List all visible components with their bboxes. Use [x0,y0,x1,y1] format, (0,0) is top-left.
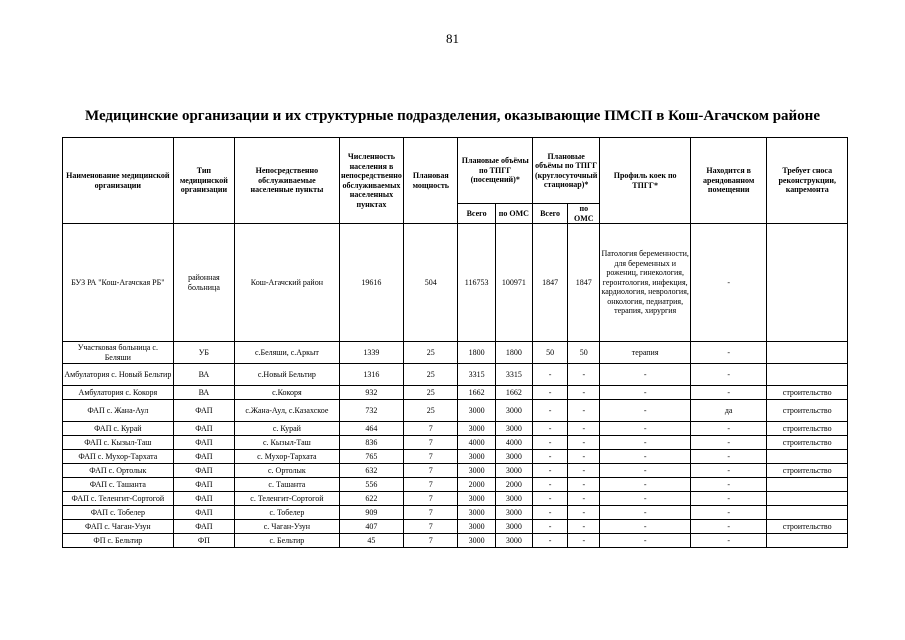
cell-name: ФАП с. Тобелер [63,506,174,520]
cell-visits-oms: 4000 [495,436,532,450]
header-repair: Требует сноса реконструкции, капремонта [767,138,848,224]
cell-type: районная больница [173,224,234,342]
cell-hosp-oms: - [568,450,600,464]
cell-hosp-oms: - [568,364,600,386]
cell-rented: - [690,450,766,464]
cell-type: ФП [173,534,234,548]
cell-visits-total: 1800 [458,342,495,364]
cell-profile: - [600,492,691,506]
cell-profile: - [600,464,691,478]
cell-profile: - [600,364,691,386]
cell-settlements: с. Мухор-Тархата [235,450,340,464]
cell-settlements: Кош-Агачский район [235,224,340,342]
cell-repair: строительство [767,386,848,400]
header-visits-total: Всего [458,204,495,224]
cell-profile: - [600,534,691,548]
cell-hosp-oms: - [568,534,600,548]
header-profile: Профиль коек по ТПГГ* [600,138,691,224]
cell-profile: - [600,506,691,520]
table-row [63,520,848,534]
table-row [63,450,848,464]
table-body [63,224,848,548]
cell-population: 407 [339,520,403,534]
cell-settlements: с. Ташанта [235,478,340,492]
cell-capacity: 7 [404,422,458,436]
cell-population: 909 [339,506,403,520]
header-population: Численность населения в непосредственно обслуживаемых населенных пунктах [339,138,403,224]
cell-visits-oms: 3000 [495,534,532,548]
cell-name: ФАП с. Мухор-Тархата [63,450,174,464]
cell-profile: - [600,450,691,464]
table-header [63,138,848,224]
cell-capacity: 7 [404,450,458,464]
cell-visits-total: 3000 [458,534,495,548]
cell-hosp-oms: - [568,506,600,520]
cell-population: 932 [339,386,403,400]
cell-name: ФП с. Бельтир [63,534,174,548]
cell-hosp-total: - [532,364,567,386]
cell-population: 1339 [339,342,403,364]
table-row [63,436,848,450]
cell-settlements: с. Бельтир [235,534,340,548]
cell-visits-total: 1662 [458,386,495,400]
header-hosp-total: Всего [532,204,567,224]
cell-settlements: с.Кокоря [235,386,340,400]
cell-capacity: 7 [404,436,458,450]
cell-visits-total: 3000 [458,492,495,506]
cell-visits-oms: 1662 [495,386,532,400]
cell-visits-oms: 3000 [495,464,532,478]
cell-capacity: 25 [404,386,458,400]
cell-hosp-total: - [532,450,567,464]
table-row [63,506,848,520]
cell-name: ФАП с. Кызыл-Таш [63,436,174,450]
cell-type: ФАП [173,450,234,464]
cell-hosp-oms: - [568,478,600,492]
cell-name: Амбулатория с. Кокоря [63,386,174,400]
cell-hosp-oms: 50 [568,342,600,364]
cell-rented: - [690,364,766,386]
cell-repair: строительство [767,520,848,534]
cell-name: ФАП с. Чаган-Узун [63,520,174,534]
cell-hosp-total: - [532,478,567,492]
header-hosp-oms: по ОМС [568,204,600,224]
header-rented: Находится в арендованном помещении [690,138,766,224]
cell-settlements: с.Жана-Аул, с.Казахское [235,400,340,422]
cell-capacity: 7 [404,478,458,492]
cell-hosp-oms: 1847 [568,224,600,342]
cell-visits-total: 3000 [458,506,495,520]
cell-type: ФАП [173,506,234,520]
cell-rented: - [690,492,766,506]
cell-rented: - [690,342,766,364]
cell-population: 622 [339,492,403,506]
cell-repair [767,364,848,386]
header-type: Тип медицинской организации [173,138,234,224]
cell-settlements: с.Беляши, с.Аркыт [235,342,340,364]
cell-type: ФАП [173,492,234,506]
cell-name: ФАП с. Теленгит-Сортогой [63,492,174,506]
cell-population: 45 [339,534,403,548]
cell-population: 765 [339,450,403,464]
cell-repair: строительство [767,400,848,422]
cell-type: ФАП [173,422,234,436]
table-row [63,224,848,342]
cell-settlements: с. Чаган-Узун [235,520,340,534]
cell-type: ФАП [173,436,234,450]
cell-population: 556 [339,478,403,492]
cell-population: 19616 [339,224,403,342]
cell-repair [767,450,848,464]
cell-rented: да [690,400,766,422]
cell-name: Участковая больница с. Беляши [63,342,174,364]
cell-repair: строительство [767,422,848,436]
cell-rented: - [690,464,766,478]
cell-visits-total: 3000 [458,450,495,464]
cell-hosp-total: - [532,492,567,506]
cell-capacity: 7 [404,464,458,478]
header-name: Наименование медицинской организации [63,138,174,224]
cell-visits-total: 2000 [458,478,495,492]
cell-hosp-total: - [532,386,567,400]
cell-visits-oms: 3000 [495,450,532,464]
cell-hosp-total: - [532,464,567,478]
cell-hosp-total: - [532,422,567,436]
header-hospital-group: Плановые объёмы по ТПГГ (круглосуточный стационар)* [532,138,599,204]
cell-capacity: 25 [404,364,458,386]
cell-visits-oms: 2000 [495,478,532,492]
table-row [63,386,848,400]
cell-profile: - [600,478,691,492]
cell-repair: строительство [767,464,848,478]
cell-hosp-oms: - [568,436,600,450]
cell-capacity: 504 [404,224,458,342]
cell-type: ФАП [173,400,234,422]
cell-settlements: с. Ортолык [235,464,340,478]
cell-name: ФАП с. Курай [63,422,174,436]
cell-hosp-total: - [532,506,567,520]
cell-profile: терапия [600,342,691,364]
header-visits-group: Плановые объёмы по ТПГГ (посещений)* [458,138,532,204]
cell-hosp-total: - [532,534,567,548]
cell-hosp-total: - [532,520,567,534]
cell-rented: - [690,436,766,450]
cell-visits-total: 3000 [458,520,495,534]
page-number: 81 [446,31,459,46]
header-visits-oms: по ОМС [495,204,532,224]
cell-profile: - [600,386,691,400]
cell-settlements: с.Новый Бельтир [235,364,340,386]
cell-visits-total: 3000 [458,464,495,478]
cell-capacity: 25 [404,400,458,422]
cell-profile: - [600,422,691,436]
table-row [63,492,848,506]
cell-visits-oms: 3000 [495,520,532,534]
table-row [63,364,848,386]
cell-population: 836 [339,436,403,450]
cell-name: ФАП с. Ташанта [63,478,174,492]
cell-hosp-total: - [532,436,567,450]
cell-rented: - [690,224,766,342]
table-row [63,342,848,364]
cell-population: 732 [339,400,403,422]
cell-capacity: 25 [404,342,458,364]
cell-settlements: с. Тобелер [235,506,340,520]
cell-capacity: 7 [404,506,458,520]
cell-repair [767,478,848,492]
cell-visits-total: 3000 [458,400,495,422]
cell-visits-oms: 3000 [495,400,532,422]
cell-hosp-total: - [532,400,567,422]
table-row [63,534,848,548]
cell-name: БУЗ РА "Кош-Агачская РБ" [63,224,174,342]
cell-repair [767,342,848,364]
cell-settlements: с. Кызыл-Таш [235,436,340,450]
cell-capacity: 7 [404,492,458,506]
cell-name: ФАП с. Жана-Аул [63,400,174,422]
table-row [63,422,848,436]
cell-rented: - [690,506,766,520]
cell-type: ФАП [173,478,234,492]
cell-hosp-total: 1847 [532,224,567,342]
cell-type: ФАП [173,464,234,478]
header-settlements: Непосредственно обслуживаемые населенные пункты [235,138,340,224]
cell-rented: - [690,520,766,534]
cell-hosp-total: 50 [532,342,567,364]
header-capacity: Плановая мощность [404,138,458,224]
cell-rented: - [690,534,766,548]
cell-repair [767,506,848,520]
cell-repair [767,224,848,342]
cell-visits-oms: 3000 [495,492,532,506]
cell-type: УБ [173,342,234,364]
cell-type: ВА [173,364,234,386]
cell-capacity: 7 [404,520,458,534]
cell-name: ФАП с. Ортолык [63,464,174,478]
cell-visits-oms: 3000 [495,422,532,436]
cell-hosp-oms: - [568,386,600,400]
cell-visits-oms: 100971 [495,224,532,342]
cell-hosp-oms: - [568,492,600,506]
table-row [63,464,848,478]
table-row [63,400,848,422]
cell-name: Амбулатория с. Новый Бельтир [63,364,174,386]
cell-visits-oms: 3315 [495,364,532,386]
cell-rented: - [690,478,766,492]
cell-visits-total: 116753 [458,224,495,342]
cell-settlements: с. Курай [235,422,340,436]
cell-visits-total: 4000 [458,436,495,450]
cell-visits-oms: 1800 [495,342,532,364]
cell-repair [767,492,848,506]
cell-rented: - [690,422,766,436]
organizations-table [62,137,848,548]
cell-repair [767,534,848,548]
cell-profile: - [600,520,691,534]
cell-settlements: с. Теленгит-Сортогой [235,492,340,506]
cell-type: ВА [173,386,234,400]
cell-population: 1316 [339,364,403,386]
cell-hosp-oms: - [568,464,600,478]
cell-rented: - [690,386,766,400]
cell-visits-total: 3000 [458,422,495,436]
cell-population: 464 [339,422,403,436]
document-title: Медицинские организации и их структурные подразделения, оказывающие ПМСП в Кош-Агачском районе [85,108,820,124]
cell-repair: строительство [767,436,848,450]
cell-profile: Патология беременности, для беременных и рожениц, гинекология, геронтология, инфекция, кардиология, неврология, онкология, педиатрия, терапия, хирургия [600,224,691,342]
cell-visits-total: 3315 [458,364,495,386]
cell-hosp-oms: - [568,422,600,436]
cell-hosp-oms: - [568,400,600,422]
cell-visits-oms: 3000 [495,506,532,520]
cell-population: 632 [339,464,403,478]
table-row [63,478,848,492]
cell-hosp-oms: - [568,520,600,534]
cell-capacity: 7 [404,534,458,548]
cell-profile: - [600,436,691,450]
cell-profile: - [600,400,691,422]
cell-type: ФАП [173,520,234,534]
